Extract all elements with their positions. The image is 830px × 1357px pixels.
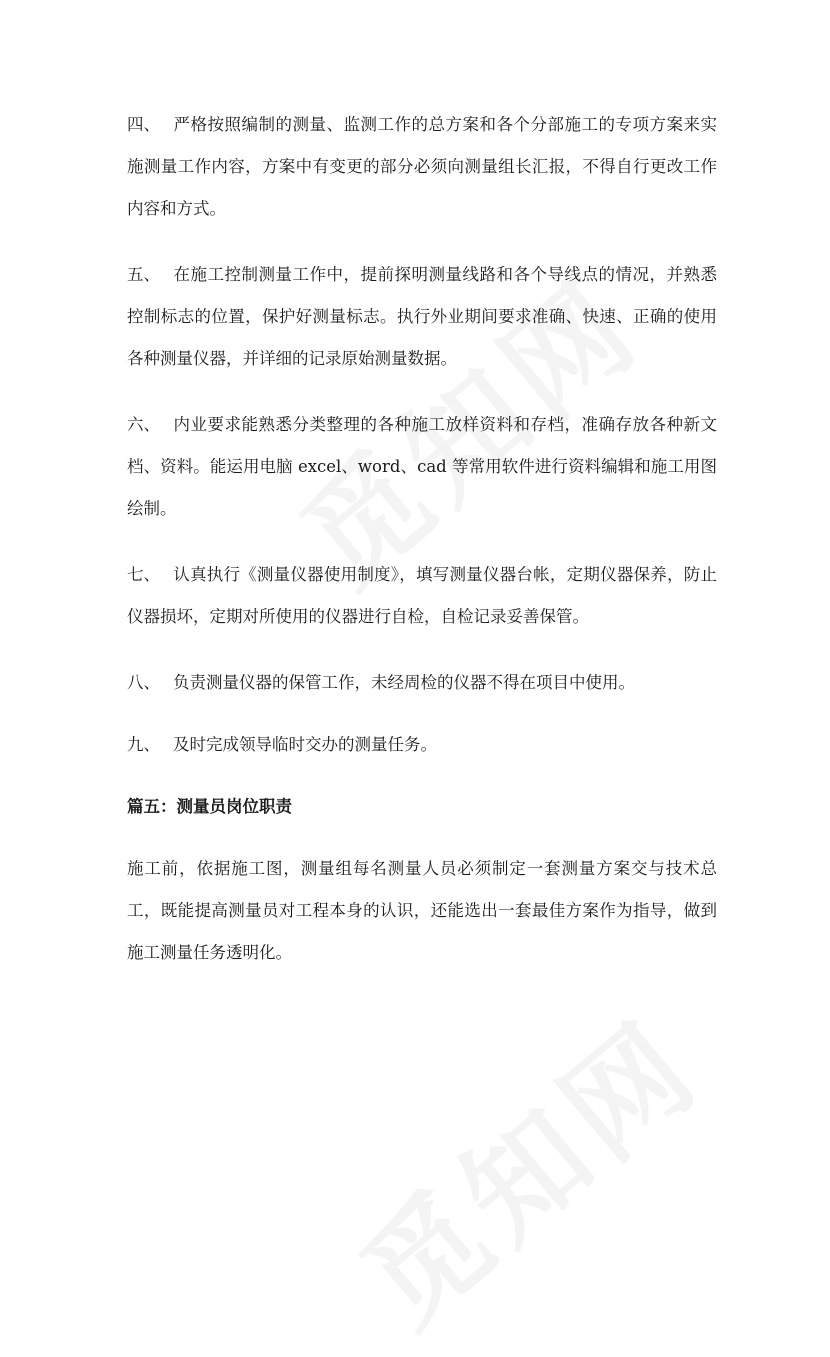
item-number: 四、 (127, 115, 160, 134)
list-item-8 (127, 662, 717, 704)
watermark (320, 975, 729, 1357)
item-text: 在施工控制测量工作中，提前探明测量线路和各个导线点的情况，并熟悉控制标志的位置，保护好测量标志。执行外业期间要求准确、快速、正确的使用各种测量仪器，并详细的记录原始测量数据。 (127, 265, 717, 368)
item-number: 六、 (127, 415, 160, 434)
item-text: 严格按照编制的测量、监测工作的总方案和各个分部施工的专项方案来实施测量工作内容，方案中有变更的部分必须向测量组长汇报，不得自行更改工作内容和方式。 (127, 115, 717, 218)
list-item-9 (127, 724, 717, 766)
list-item-6 (127, 404, 717, 530)
item-number: 七、 (127, 565, 160, 584)
section-heading: 篇五：测量员岗位职责 (127, 797, 292, 816)
item-number: 八、 (127, 673, 160, 692)
item-text: 内业要求能熟悉分类整理的各种施工放样资料和存档，准确存放各种新文档、资料。能运用电脑 excel、word、cad 等常用软件进行资料编辑和施工用图绘制。 (127, 415, 717, 518)
item-text: 及时完成领导临时交办的测量任务。 (173, 735, 437, 754)
list-item-4 (127, 104, 717, 230)
item-text: 负责测量仪器的保管工作，未经周检的仪器不得在项目中使用。 (173, 673, 635, 692)
list-item-5 (127, 254, 717, 380)
list-item-7 (127, 554, 717, 638)
closing-paragraph: 施工前，依据施工图，测量组每名测量人员必须制定一套测量方案交与技术总工，既能提高测量员对工程本身的认识，还能选出一套最佳方案作为指导，做到施工测量任务透明化。 (127, 859, 717, 962)
item-number: 九、 (127, 735, 160, 754)
item-number: 五、 (127, 265, 160, 284)
item-text: 认真执行《测量仪器使用制度》，填写测量仪器台帐，定期仪器保养，防止仪器损坏，定期对所使用的仪器进行自检，自检记录妥善保管。 (127, 565, 717, 626)
